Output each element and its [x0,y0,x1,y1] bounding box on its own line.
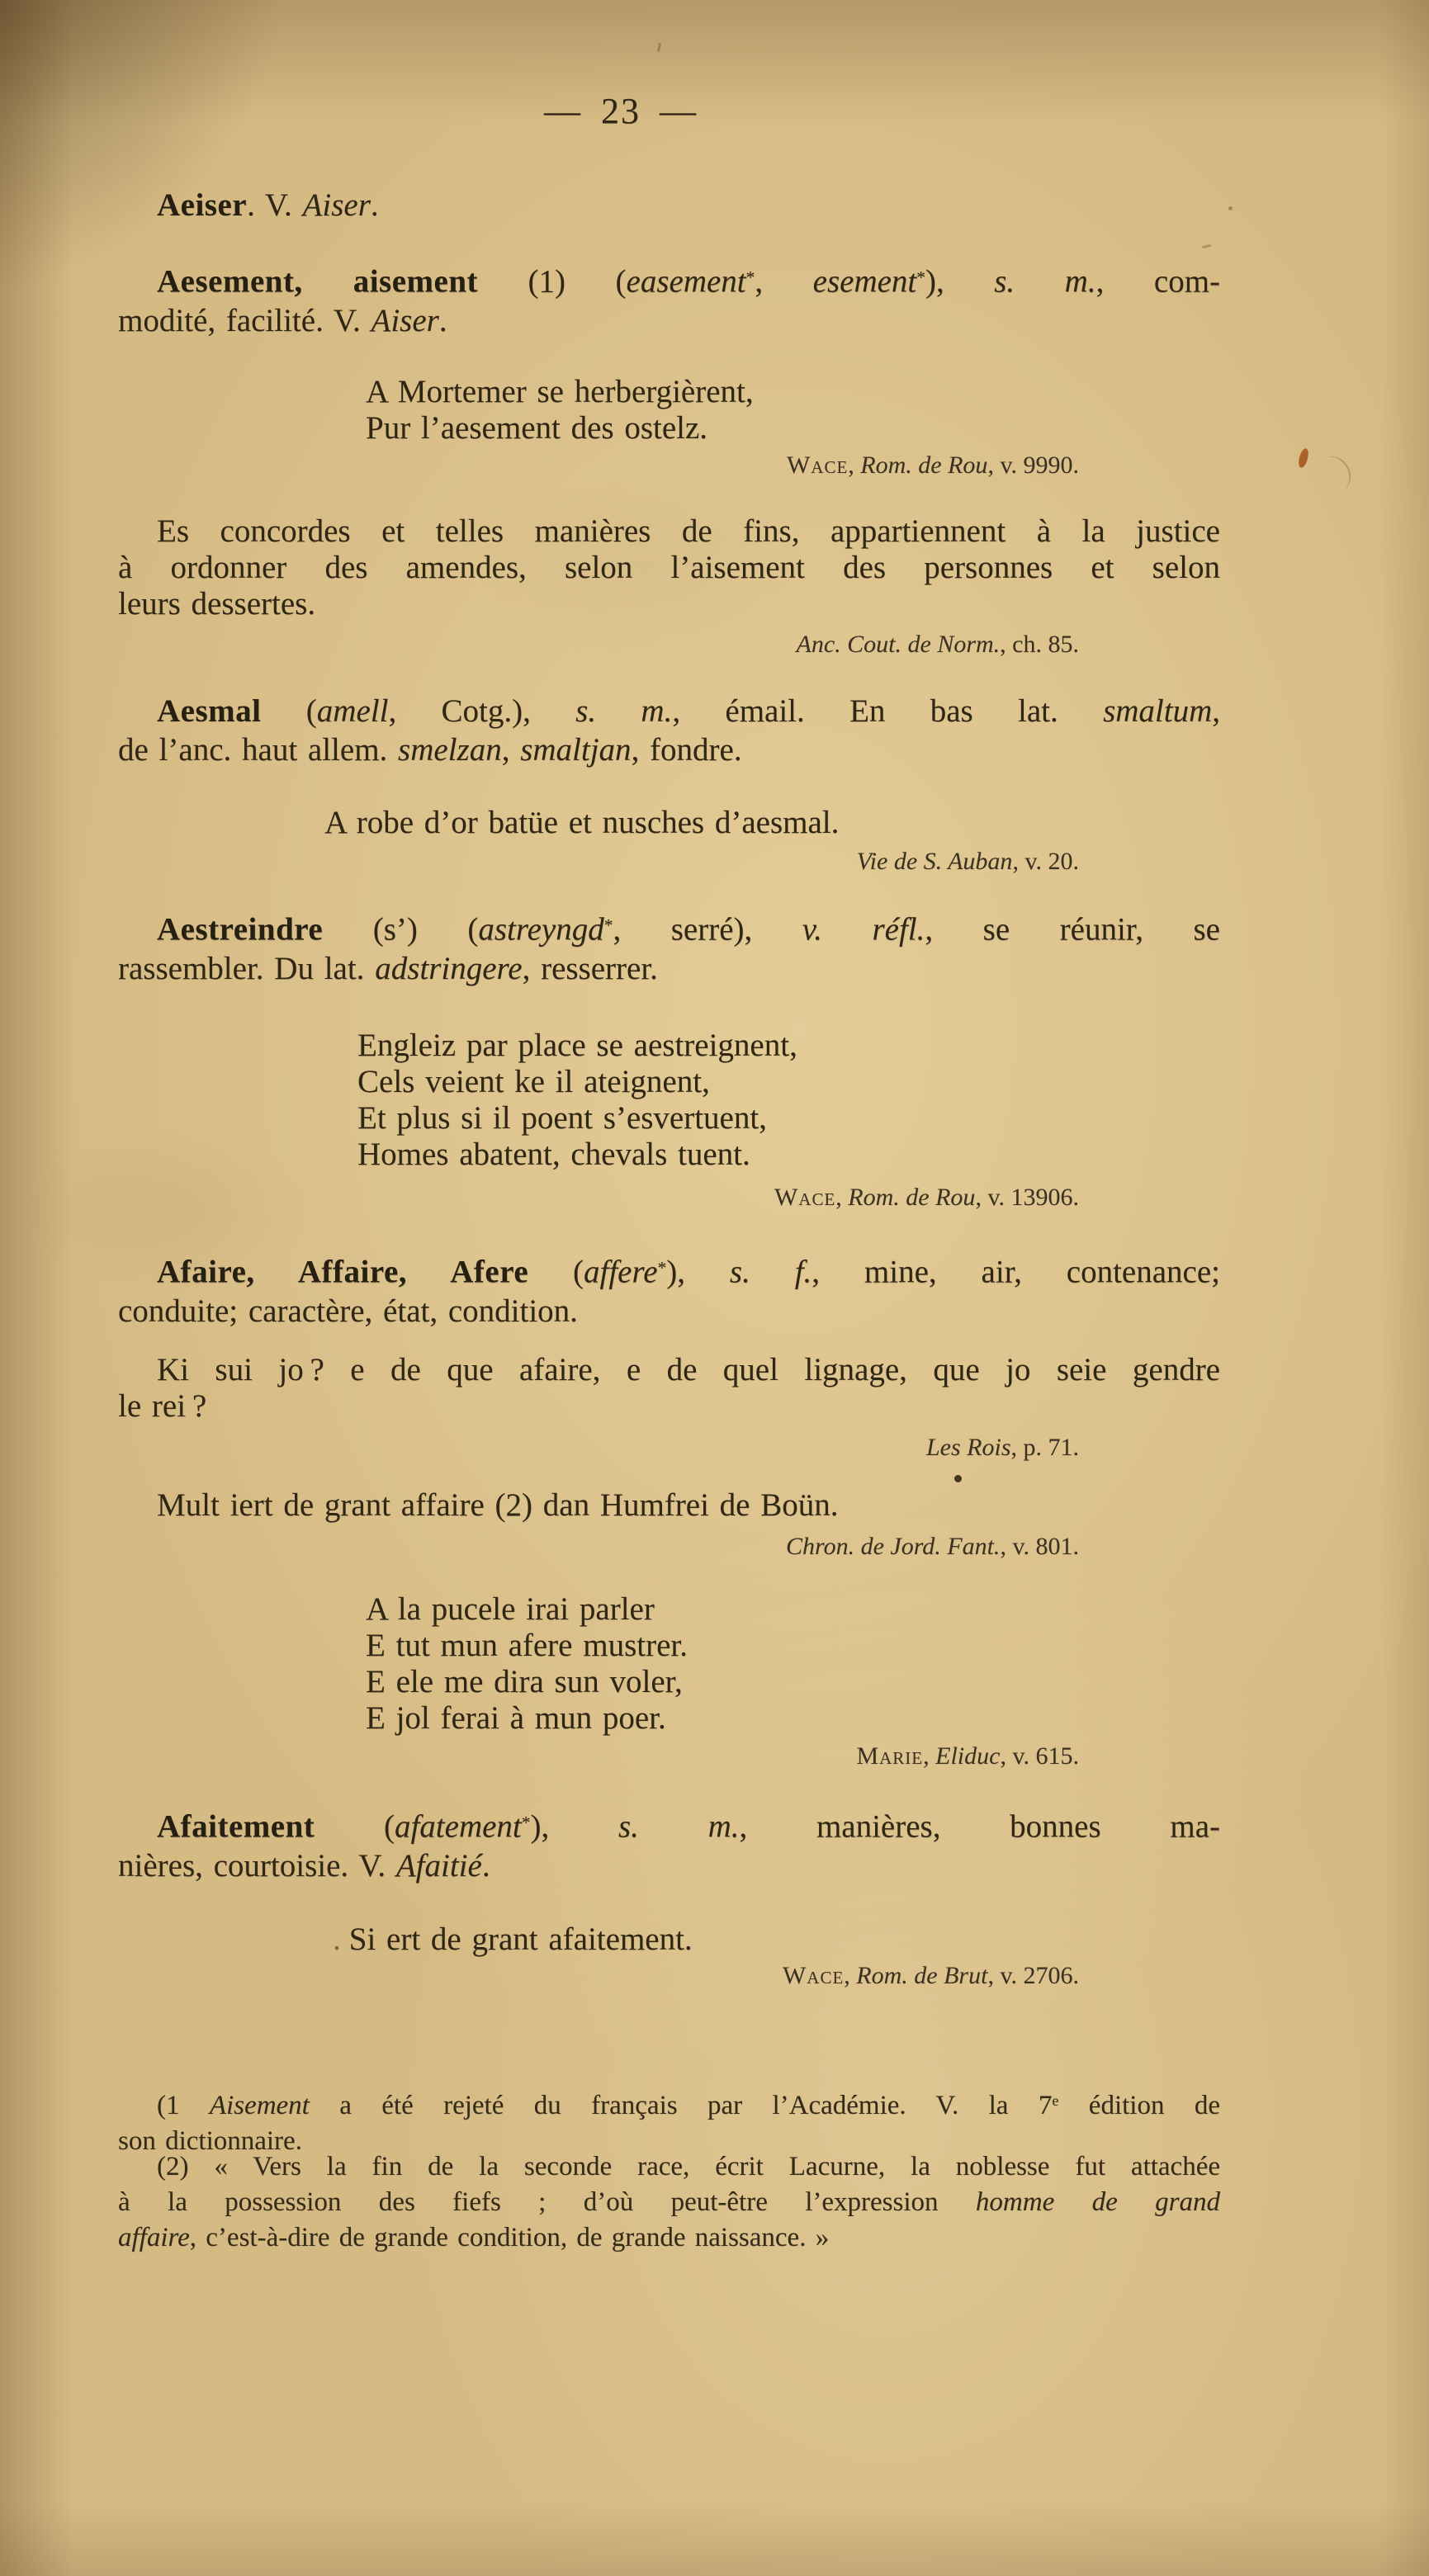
entry-afaire [118,1249,1220,1331]
entry-aesement [118,258,1220,340]
text-line: le rei ? [118,1388,207,1424]
citation [118,1183,1079,1212]
text-line: (2) « Vers la fin de la seconde race, écrit Lacurne, la noblesse fut attachée [157,2152,1220,2181]
text-line: conduite; caractère, état, condition. [118,1293,578,1329]
text-line: Ki sui jo ? e de que afaire, e de quel lignage, que jo seie gendre [157,1352,1220,1387]
text-line: E tut mun afere mustrer. [366,1628,688,1663]
text-line: Marie, Eliduc, v. 615. [856,1742,1079,1770]
verse-quote [357,1028,797,1173]
text-line: de l’anc. haut allem. smelzan, smaltjan, fondre. [118,732,742,768]
footnote [118,2083,1220,2159]
paragraph [118,513,1220,622]
citation [118,1961,1079,1991]
paper-speck [657,43,661,52]
entry-aestreindre [118,906,1220,988]
footnote [118,2149,1220,2256]
text-line: Homes abatent, chevals tuent. [357,1137,750,1172]
text-line: à ordonner des amendes, selon l’aisement des personnes et selon [118,550,1220,585]
text-line: affaire, c’est-à-dire de grande condition, de grande naissance. » [118,2223,830,2252]
text-line: A robe d’or batüe et nusches d’aesmal. [324,805,840,840]
citation [118,630,1079,659]
paragraph [118,1352,1220,1425]
citation [118,1433,1079,1463]
text-line: son dictionnaire. [118,2125,302,2156]
text-line: Les Rois, p. 71. [925,1434,1079,1461]
text-line: Vie de S. Auban, v. 20. [856,848,1079,875]
page-number: — 23 — [544,91,698,131]
text-line: E jol ferai à mun poer. [366,1700,666,1736]
text-line: Wace, Rom. de Rou, v. 13906. [774,1184,1079,1211]
text-line: nières, courtoisie. V. Afaitié. [118,1847,490,1884]
citation [118,1742,1079,1771]
text-line: (1 Aisement a été rejeté du français par l’Académie. V. la 7e édition de [157,2090,1220,2120]
rust-speck [1297,447,1310,469]
quote-line [324,805,839,841]
text-line: Et plus si il poent s’esvertuent, [357,1100,767,1136]
text-line: E ele me dira sun voler, [366,1664,683,1699]
citation [118,847,1079,877]
text-line: Aesement, aisement (1) (easement*, esement*), s. m., com- [157,263,1221,300]
verse-quote [366,374,754,447]
text-line: Wace, Rom. de Rou, v. 9990. [786,451,1079,479]
paragraph [118,1487,1220,1524]
printers-dot [954,1475,962,1482]
text-line: . Si ert de grant afaitement. [333,1921,693,1957]
citation [118,1532,1079,1562]
text-line: Cels veient ke il ateignent, [357,1064,710,1099]
text-line: A Mortemer se herbergièrent, [366,374,754,409]
paper-speck [1228,206,1233,210]
text-line: Mult iert de grant affaire (2) dan Humfrei de Boün. [157,1487,839,1523]
text-line: Aesmal (amell, Cotg.), s. m., émail. En bas lat. smaltum, [157,693,1220,729]
text-line: à la possession des fiefs ; d’où peut-être l’expression homme de grand [118,2187,1220,2217]
entry-aeiser [118,186,1220,225]
text-line: modité, facilité. V. Aiser. [118,302,447,338]
text-line: leurs dessertes. [118,586,316,622]
citation [118,451,1079,480]
paper-speck [1202,244,1211,249]
text-line: Engleiz par place se aestreignent, [357,1028,797,1063]
text-line: Chron. de Jord. Fant., v. 801. [786,1533,1079,1560]
text-line: Afaitement (afatement*), s. m., manières, bonnes ma- [157,1808,1221,1845]
hairline-mark [1304,450,1358,503]
text-line: Es concordes et telles manières de fins, appartiennent à la justice [157,513,1220,549]
text-line: Anc. Cout. de Norm., ch. 85. [796,631,1079,658]
text-line: Aestreindre (s’) (astreyngd*, serré), v. réfl., se réunir, se [157,911,1220,948]
text-line: rassembler. Du lat. adstringere, resserrer. [118,950,658,986]
verse-quote [366,1591,688,1737]
text-line: Wace, Rom. de Brut, v. 2706. [782,1962,1079,1989]
entry-aesmal [118,692,1220,769]
text-line: Aeiser. V. Aiser. [157,187,379,223]
text-line: A la pucele irai parler [366,1591,655,1627]
text-line: Pur l’aesement des ostelz. [366,410,708,446]
text-line: Afaire, Affaire, Afere (affere*), s. f., mine, air, contenance; [157,1254,1220,1290]
quote-line [333,1921,693,1958]
entry-afaitement [118,1803,1220,1885]
